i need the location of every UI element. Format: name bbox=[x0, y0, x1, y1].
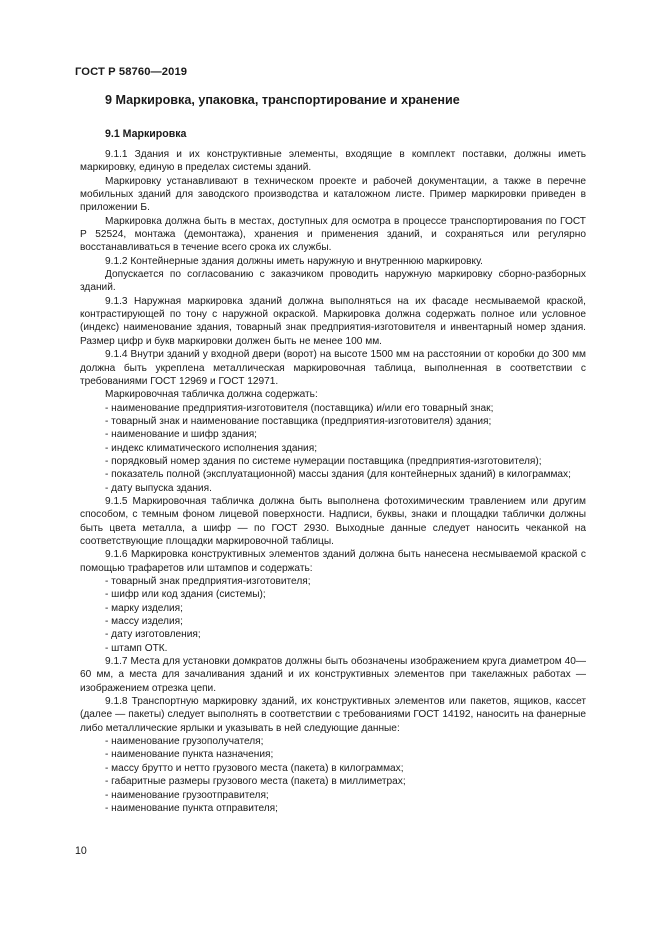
paragraph: 9.1.3 Наружная маркировка зданий должна выполняться на их фасаде несмываемой краской, контрастирующей по тону с наружной окраской. Маркировка должна содержать полное или условное (индекс) наименование здания, товарный знак предприятия-изготовителя и инвентарный номер здания. Размер цифр и букв маркировки должен быть не менее 100 мм. bbox=[80, 295, 586, 347]
paragraph: 9.1.5 Маркировочная табличка должна быть выполнена фотохимическим травлением или другим способом, с темным фоном лицевой поверхности. Надписи, буквы, знаки и площадки таблички должны быть цвета металла, а шифр — по ГОСТ 2930. Выходные данные следует наносить чеканкой на соответствующие площадки маркировочной таблицы. bbox=[80, 495, 586, 547]
page-number: 10 bbox=[75, 845, 87, 857]
list-item: - марку изделия; bbox=[105, 602, 183, 614]
list-item: - товарный знак и наименование поставщика (предприятия-изготовителя) здания; bbox=[105, 415, 492, 427]
list-item: - наименование пункта отправителя; bbox=[105, 802, 278, 814]
list-item: - наименование пункта назначения; bbox=[105, 749, 274, 761]
paragraph: Маркировку устанавливают в техническом проекте и рабочей документации, а также в перечне мобильных зданий для заводского производства и каталожном листе. Пример маркировки приведен в приложении Б. bbox=[80, 175, 586, 214]
list-item: - показатель полной (эксплуатационной) массы здания (для контейнерных зданий) в килограммах; bbox=[105, 469, 571, 481]
list-item: - наименование грузоотправителя; bbox=[105, 789, 269, 801]
list-item: - шифр или код здания (системы); bbox=[105, 589, 266, 601]
list-item: - штамп ОТК. bbox=[105, 642, 168, 654]
list-item: - массу брутто и нетто грузового места (пакета) в килограммах; bbox=[105, 762, 404, 774]
paragraph: 9.1.4 Внутри зданий у входной двери (ворот) на высоте 1500 мм на расстоянии от коробки до 300 мм должна быть укреплена металлическая маркировочная таблица, выполненная в соответствии с требованиями ГОСТ 12969 и ГОСТ 12971. bbox=[80, 349, 586, 387]
list-item: - наименование предприятия-изготовителя (поставщика) и/или его товарный знак; bbox=[105, 402, 494, 414]
paragraph: 9.1.8 Транспортную маркировку зданий, их конструктивных элементов или пакетов, ящиков, кассет (далее — пакеты) следует выполнять в соответствии с требованиями ГОСТ 14192, наносить на фанерные либо металлические ярлыки и указывать в ней следующие данные: bbox=[80, 696, 586, 734]
list-item: - габаритные размеры грузового места (пакета) в миллиметрах; bbox=[105, 776, 406, 788]
body-text bbox=[80, 148, 586, 815]
paragraph: 9.1.6 Маркировка конструктивных элементов зданий должна быть нанесена несмываемой краской с помощью трафаретов или штампов и содержать: bbox=[80, 549, 586, 574]
list-item: - порядковый номер здания по системе нумерации поставщика (предприятия-изготовителя); bbox=[105, 455, 542, 467]
list-item: - индекс климатического исполнения здания; bbox=[105, 442, 318, 454]
section-title: 9 Маркировка, упаковка, транспортирование и хранение bbox=[105, 93, 460, 107]
paragraph: 9.1.2 Контейнерные здания должны иметь наружную и внутреннюю маркировку. bbox=[105, 255, 483, 267]
list-item: - массу изделия; bbox=[105, 616, 183, 628]
paragraph: Маркировочная табличка должна содержать: bbox=[105, 389, 318, 401]
list-item: - дату выпуска здания. bbox=[105, 482, 212, 494]
list-item: - наименование грузополучателя; bbox=[105, 736, 264, 748]
list-item: - наименование и шифр здания; bbox=[105, 429, 257, 441]
paragraph: Допускается по согласованию с заказчиком проводить наружную маркировку сборно-разборных зданий. bbox=[80, 269, 586, 294]
paragraph: 9.1.1 Здания и их конструктивные элементы, входящие в комплект поставки, должны иметь маркировку, единую в пределах системы зданий. bbox=[80, 149, 586, 174]
subsection-title: 9.1 Маркировка bbox=[105, 128, 187, 140]
paragraph: 9.1.7 Места для установки домкратов должны быть обозначены изображением круга диаметром 40—60 мм, а места для зачаливания зданий и их конструктивных элементов при такелажных работах — изображением отрезка цепи. bbox=[80, 656, 586, 694]
list-item: - дату изготовления; bbox=[105, 629, 201, 641]
list-item: - товарный знак предприятия-изготовителя; bbox=[105, 576, 311, 587]
paragraph: Маркировка должна быть в местах, доступных для осмотра в процессе транспортирования по ГОСТ Р 52524, монтажа (демонтажа), хранения и применения зданий, и сохраняться или регулярно восстанавливаться в течение всего срока их службы. bbox=[80, 215, 586, 254]
document-header: ГОСТ Р 58760—2019 bbox=[75, 66, 188, 78]
